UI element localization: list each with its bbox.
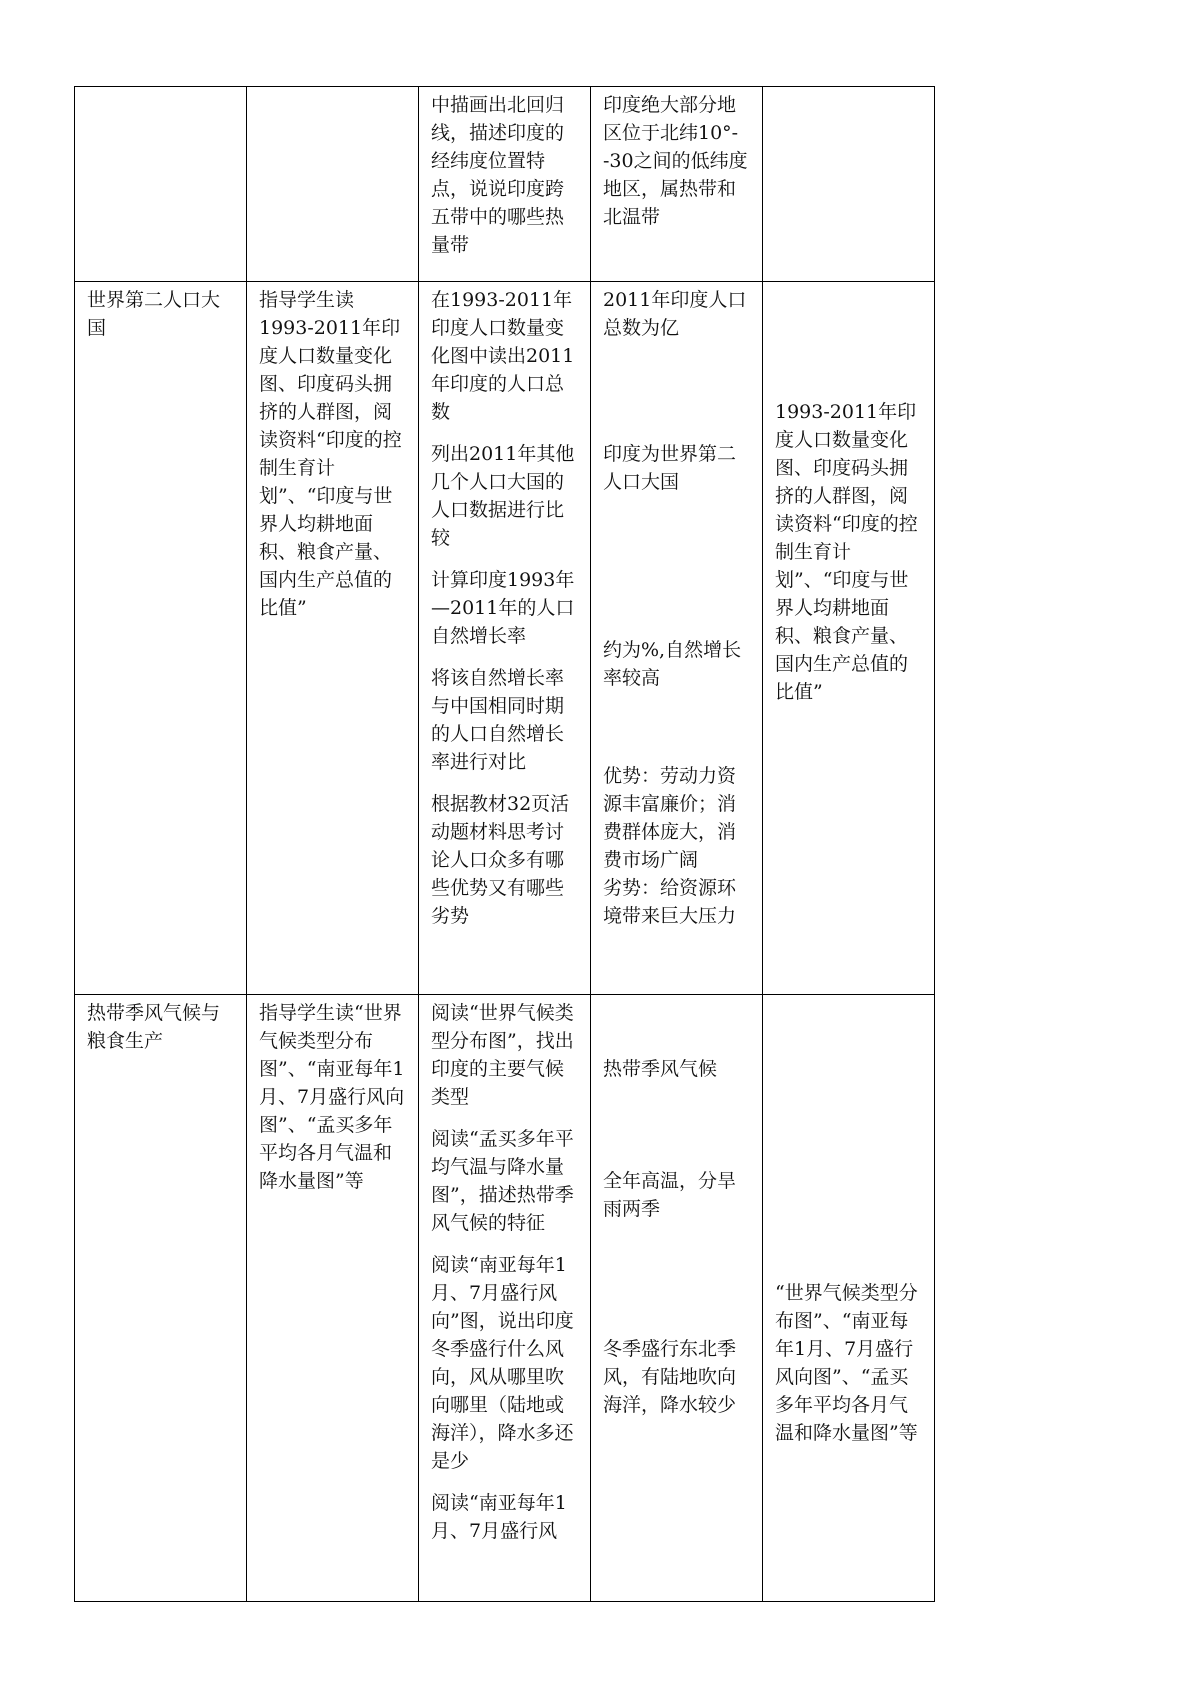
guide-text: 指导学生读“世界气候类型分布图”、“南亚每年1月、7月盛行风向图”、“孟买多年平均各月气温和降水量图”等 bbox=[259, 1002, 405, 1192]
activity-item: 将该自然增长率与中国相同时期的人口自然增长率进行对比 bbox=[431, 667, 565, 773]
topic-text: 热带季风气候与粮食生产 bbox=[87, 1002, 221, 1052]
answer-text: 印度绝大部分地区位于北纬10°--30之间的低纬度地区，属热带和北温带 bbox=[603, 94, 748, 228]
table-row bbox=[75, 282, 935, 995]
activity-cell bbox=[419, 87, 591, 282]
topic-text: 世界第二人口大国 bbox=[87, 289, 221, 339]
activity-item: 计算印度1993年—2011年的人口自然增长率 bbox=[431, 569, 575, 647]
answer-cell bbox=[591, 995, 763, 1602]
answer-item: 约为%,自然增长率较高 bbox=[603, 639, 742, 689]
guide-text: 指导学生读1993-2011年印度人口数量变化图、印度码头拥挤的人群图，阅读资料“印度的控制生育计划”、“印度与世界人均耕地面积、粮食产量、国内生产总值的比值” bbox=[259, 289, 402, 619]
activity-item: 阅读“世界气候类型分布图”，找出印度的主要气候类型 bbox=[431, 1002, 574, 1108]
table-row bbox=[75, 995, 935, 1602]
resource-cell bbox=[763, 995, 935, 1602]
lesson-plan-table bbox=[74, 86, 935, 1602]
topic-cell bbox=[75, 995, 247, 1602]
guide-cell bbox=[247, 282, 419, 995]
guide-cell bbox=[247, 87, 419, 282]
answer-cell bbox=[591, 87, 763, 282]
activity-cell bbox=[419, 282, 591, 995]
activity-text: 中描画出北回归线，描述印度的经纬度位置特点，说说印度跨五带中的哪些热量带 bbox=[431, 94, 565, 256]
activity-item: 列出2011年其他几个人口大国的人口数据进行比较 bbox=[431, 443, 575, 549]
activity-cell bbox=[419, 995, 591, 1602]
answer-item: 热带季风气候 bbox=[603, 1058, 718, 1080]
activity-item: 根据教材32页活动题材料思考讨论人口众多有哪些优势又有哪些劣势 bbox=[431, 793, 570, 927]
activity-item: 阅读“南亚每年1月、7月盛行风向”图，说出印度冬季盛行什么风向，风从哪里吹向哪里（陆地或海洋），降水多还是少 bbox=[431, 1254, 574, 1472]
topic-cell bbox=[75, 87, 247, 282]
topic-cell bbox=[75, 282, 247, 995]
resource-cell bbox=[763, 87, 935, 282]
answer-item: 冬季盛行东北季风，有陆地吹向海洋，降水较少 bbox=[603, 1338, 737, 1416]
activity-item: 阅读“孟买多年平均气温与降水量图”，描述热带季风气候的特征 bbox=[431, 1128, 574, 1234]
answer-cell bbox=[591, 282, 763, 995]
guide-cell bbox=[247, 995, 419, 1602]
answer-item: 印度为世界第二人口大国 bbox=[603, 443, 737, 493]
resource-text: “世界气候类型分布图”、“南亚每年1月、7月盛行风向图”、“孟买多年平均各月气温和降水量图”等 bbox=[775, 1282, 918, 1444]
activity-item: 阅读“南亚每年1月、7月盛行风 bbox=[431, 1492, 567, 1542]
resource-cell bbox=[763, 282, 935, 995]
resource-text: 1993-2011年印度人口数量变化图、印度码头拥挤的人群图，阅读资料“印度的控制生育计划”、“印度与世界人均耕地面积、粮食产量、国内生产总值的比值” bbox=[775, 401, 918, 703]
table-row bbox=[75, 87, 935, 282]
answer-item: 优势：劳动力资源丰富廉价；消费群体庞大，消费市场广阔 bbox=[603, 765, 737, 871]
answer-item: 全年高温，分旱雨两季 bbox=[603, 1170, 737, 1220]
activity-item: 在1993-2011年印度人口数量变化图中读出2011年印度的人口总数 bbox=[431, 289, 575, 423]
answer-item: 劣势：给资源环境带来巨大压力 bbox=[603, 877, 737, 927]
answer-item: 2011年印度人口总数为亿 bbox=[603, 289, 747, 339]
